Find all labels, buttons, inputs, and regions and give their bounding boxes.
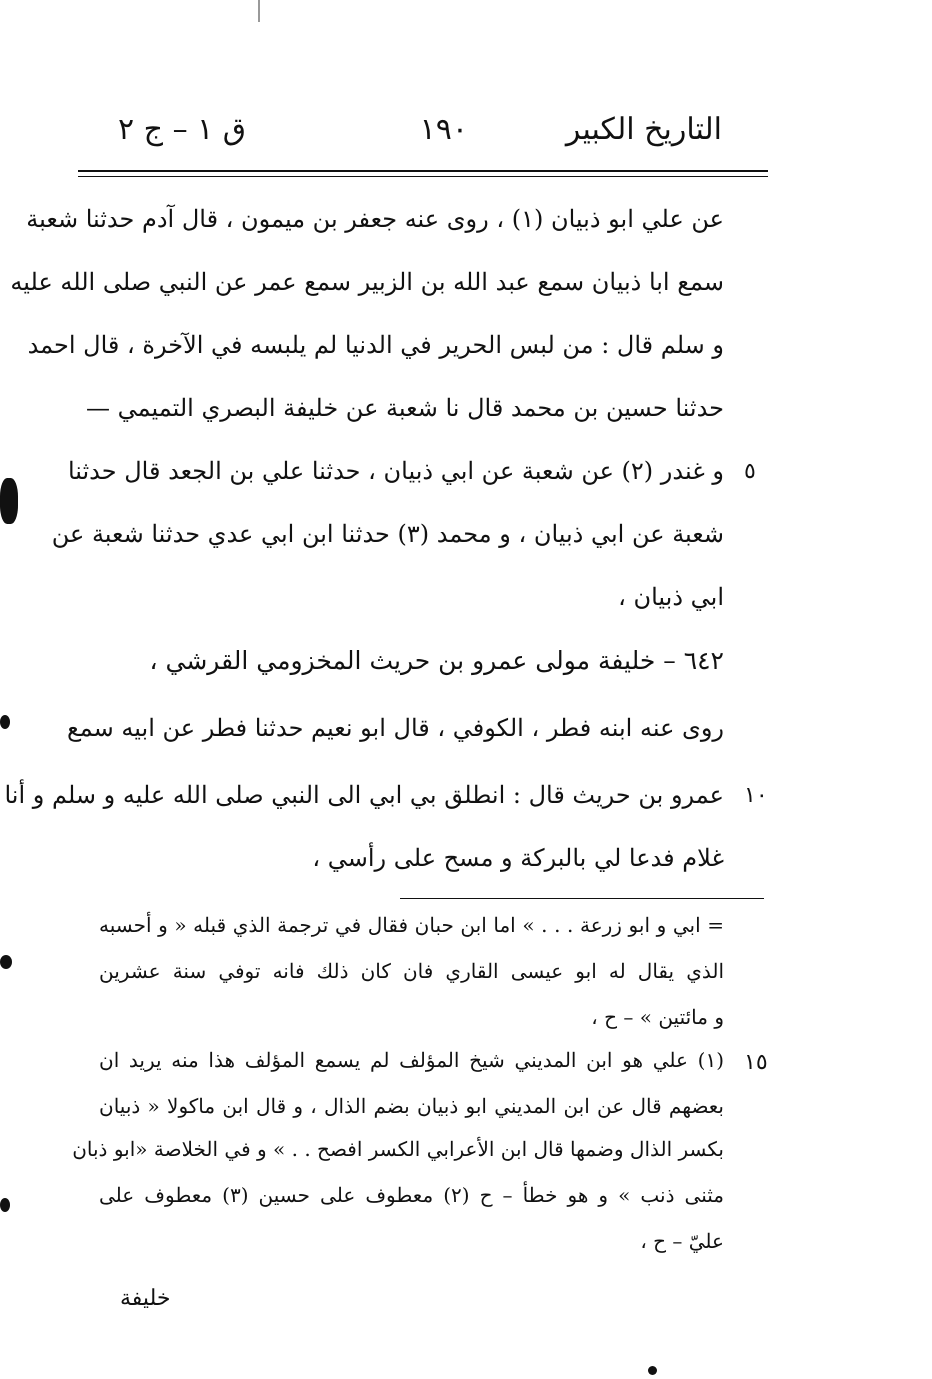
scan-mark <box>0 478 18 524</box>
body-line: سمع ابا ذبيان سمع عبد الله بن الزبير سمع عمر عن النبي صلى الله عليه <box>10 268 724 296</box>
book-title: التاريخ الكبير <box>565 112 722 147</box>
footnote-line: الذي يقال له ابو عيسى القاري فان كان ذلك فانه توفي سنة عشرين <box>99 959 724 983</box>
running-header <box>100 110 740 160</box>
footnote-line: مثنى ذنب » و هو خطأ – ح (٢) معطوف على حسين (٣) معطوف على <box>99 1183 724 1207</box>
scan-mark <box>0 955 12 969</box>
footnote-line: عليّ – ح ، <box>640 1229 724 1253</box>
line-marker-15: ١٥ <box>744 1050 768 1075</box>
body-line: عمرو بن حريث قال : انطلق بي ابي الى النبي صلى الله عليه و سلم و أنا <box>4 781 724 809</box>
volume-label: ق ١ – ج ٢ <box>118 112 247 147</box>
body-line: ابي ذبيان ، <box>618 583 724 611</box>
body-line: و غندر (٢) عن شعبة عن ابي ذبيان ، حدثنا علي بن الجعد قال حدثنا <box>67 457 724 485</box>
footnote-line: و مائتين » – ح ، <box>591 1005 724 1029</box>
footnote-line: بعضهم قال عن ابن المديني ابو ذبيان بضم الذال ، و قال ابن ماكولا « ذبيان <box>99 1094 724 1118</box>
catchword: خليفة <box>120 1286 171 1311</box>
line-marker-10: ١٠ <box>744 783 768 808</box>
scan-mark <box>648 1366 657 1375</box>
body-line: روى عنه ابنه فطر ، الكوفي ، قال ابو نعيم حدثنا فطر عن ابيه سمع <box>67 714 724 742</box>
body-line: حدثنا حسين بن محمد قال نا شعبة عن خليفة البصري التميمي — <box>85 394 724 422</box>
page-crease <box>258 0 260 22</box>
scan-mark <box>0 715 10 729</box>
header-rule-thin <box>78 176 768 177</box>
footnote-line: بكسر الذال وضمها قال ابن الأعرابي الكسر افصح . . » و في الخلاصة «ابو ذبان <box>72 1137 724 1161</box>
body-line: غلام فدعا لي بالبركة و مسح على رأسي ، <box>312 844 724 872</box>
body-line: و سلم قال : من لبس الحرير في الدنيا لم يلبسه في الآخرة ، قال احمد <box>27 331 724 359</box>
footnote-line: (١) علي هو ابن المديني شيخ المؤلف لم يسمع المؤلف هذا منه يريد ان <box>99 1048 724 1072</box>
line-marker-5: ٥ <box>744 459 756 484</box>
body-line: شعبة عن ابي ذبيان ، و محمد (٣) حدثنا ابن ابي عدي حدثنا شعبة عن <box>51 520 724 548</box>
footnote-line: = ابي و ابو زرعة . . . » اما ابن حبان فقال في ترجمة الذي قبله « و أحسبه <box>99 913 724 937</box>
body-line: عن علي ابو ذبيان (١) ، روى عنه جعفر بن ميمون ، قال آدم حدثنا شعبة <box>26 205 724 233</box>
page-number: ١٩٠ <box>419 112 468 147</box>
scan-mark <box>0 1198 10 1212</box>
entry-heading: ٦٤٢ – خليفة مولى عمرو بن حريث المخزومي القرشي ، <box>149 646 724 675</box>
header-rule-thick <box>78 170 768 172</box>
footnote-separator <box>400 898 764 899</box>
